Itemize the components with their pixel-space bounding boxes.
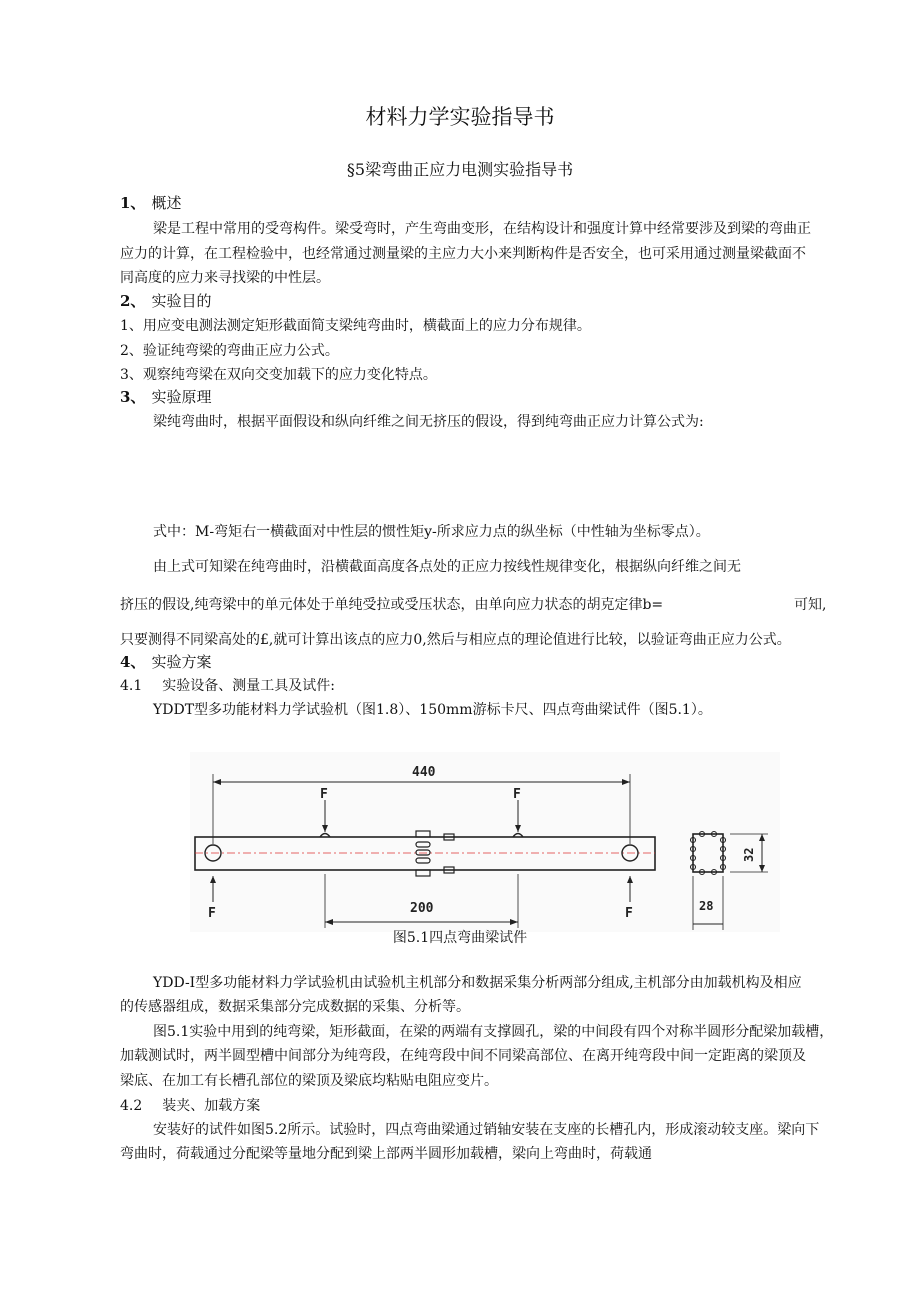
overview-line-2: 应力的计算，在工程检验中，也经常通过测量梁的主应力大小来判断构件是否安全，也可采用通过测量梁截面不 [120,246,806,262]
section-1-heading [120,193,181,213]
beam-specimen-figure [190,752,780,932]
dimension-height-label: 32 [742,847,756,862]
document-subtitle: §5梁弯曲正应力电测实验指导书 [346,160,574,179]
machine-para-line-1: YDD-I型多功能材料力学试验机由试验机主机部分和数据采集分析两部分组成,主机部分由加载机构及相应 [153,975,802,991]
section-4-heading [120,652,211,672]
section-title: 实验原理 [151,388,212,406]
principle-line-1: 由上式可知梁在纯弯曲时，沿横截面高度各点处的正应力按线性规律变化，根据纵向纤维之间无 [153,559,741,575]
subsection-title: 装夹、加载方案 [162,1098,261,1114]
principle-line-3: 只要测得不同梁高处的£,就可计算出该点的应力0,然后与相应点的理论值进行比较，以验证弯曲正应力公式。 [120,632,791,648]
purpose-item-1: 1、用应变电测法测定矩形截面简支梁纯弯曲时，横截面上的应力分布规律。 [120,318,591,334]
section-title: 概述 [151,194,182,212]
principle-line-2a: 挤压的假设,纯弯梁中的单元体处于单纯受拉或受压状态，由单向应力状态的胡克定律b= [120,597,664,613]
purpose-item-3: 3、观察纯弯梁在双向交变加载下的应力变化特点。 [120,367,437,383]
beam-para-line-2: 加载测试时，两半圆型槽中间部分为纯弯段，在纯弯段中间不同梁高部位、在离开纯弯段中间一定距离的梁顶及 [120,1048,806,1064]
beam-para-line-1: 图5.1实验中用到的纯弯梁，矩形截面，在梁的两端有支撑圆孔，梁的中间段有四个对称半圆形分配梁加载槽， [153,1024,834,1040]
subsection-4-1 [120,676,335,696]
reaction-label: F [625,906,633,921]
section-2-heading [120,291,211,311]
purpose-item-2: 2、验证纯弯梁的弯曲正应力公式。 [120,343,339,359]
loading-para-line-1: 安装好的试件如图5.2所示。试验时，四点弯曲梁通过销轴安装在支座的长槽孔内，形成滚动较支座。梁向下 [153,1122,820,1138]
dimension-total-label: 440 [412,765,436,780]
section-title: 实验目的 [151,292,212,310]
subsection-number: 4.1 [120,678,143,694]
section-number: 4、 [120,653,146,671]
subsection-title: 实验设备、测量工具及试件: [162,678,335,694]
subsection-number: 4.2 [120,1098,143,1114]
loading-para-line-2: 弯曲时，荷载通过分配梁等量地分配到梁上部两半圆形加载槽，梁向上弯曲时，荷载通 [120,1146,652,1162]
machine-para-line-2: 的传感器组成，数据采集部分完成数据的采集、分析等。 [120,999,470,1015]
overview-line-1: 梁是工程中常用的受弯构件。梁受弯时，产生弯曲变形，在结构设计和强度计算中经常要涉及到梁的弯曲正 [153,221,811,237]
load-label: F [320,787,328,802]
principle-intro: 梁纯弯曲时，根据平面假设和纵向纤维之间无挤压的假设，得到纯弯曲正应力计算公式为: [153,414,704,430]
equipment-line: YDDT型多功能材料力学试验机（图1.8）、150mm游标卡尺、四点弯曲梁试件（图5.1）。 [153,702,712,718]
subsection-4-2 [120,1096,260,1116]
beam-para-line-3: 梁底、在加工有长槽孔部位的梁顶及梁底均粘贴电阻应变片。 [120,1073,498,1089]
section-3-heading [120,387,211,407]
figure-caption: 图5.1四点弯曲梁试件 [392,930,528,946]
section-title: 实验方案 [151,653,212,671]
load-label: F [513,787,521,802]
reaction-label: F [208,906,216,921]
section-number: 1、 [120,194,146,212]
dimension-width-label: 28 [699,899,714,913]
principle-line-2b: 可知, [794,597,827,613]
overview-line-3: 同高度的应力来寻找梁的中性层。 [120,270,330,286]
section-number: 3、 [120,388,146,406]
dimension-span-label: 200 [410,901,434,916]
document-title: 材料力学实验指导书 [365,105,555,129]
section-number: 2、 [120,292,146,310]
principle-where: 式中：M-弯矩右一横截面对中性层的惯性矩y-所求应力点的纵坐标（中性轴为坐标零点）。 [153,524,710,540]
